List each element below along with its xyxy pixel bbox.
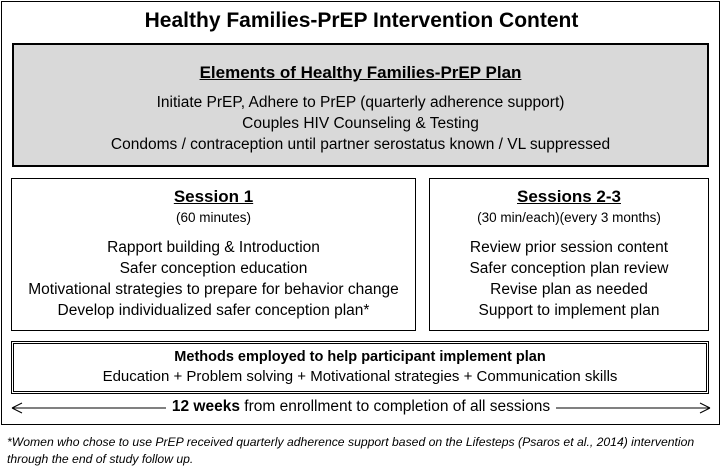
sessions-2-3-item: Support to implement plan [478,302,660,319]
plan-line: Initiate PrEP, Adhere to PrEP (quarterly adherence support) [156,94,565,111]
footnote: *Women who chose to use PrEP received quarterly adherence support based on the Lifesteps (Psaros et al., 2014) intervention through the end of study follow up. [7,435,695,466]
sessions-2-3-duration: (30 min/each)(every 3 months) [477,210,661,225]
plan-line: Condoms / contraception until partner serostatus known / VL suppressed [110,136,611,153]
timeline-text: from enrollment to completion of all sessions [239,398,551,415]
timeline-label [10,398,712,416]
session-1-item: Safer conception education [119,260,308,277]
methods-box [11,341,709,394]
session-1-item: Develop individualized safer conception plan* [57,302,370,319]
sessions-2-3-item: Review prior session content [469,239,669,256]
session-1-item: Motivational strategies to prepare for behavior change [28,281,399,298]
session-1-duration: (60 minutes) [175,210,252,225]
sessions-2-3-heading: Sessions 2-3 [517,187,621,206]
figure-title: Healthy Families-PrEP Intervention Content [144,9,579,32]
sessions-2-3-box [429,178,709,331]
session-1-box [11,178,416,331]
session-1-item: Rapport building & Introduction [107,239,320,256]
sessions-2-3-item: Revise plan as needed [490,281,648,298]
methods-heading: Methods employed to help participant implement plan [174,349,546,365]
timeline [10,396,712,420]
session-1-heading: Session 1 [173,187,254,206]
plan-elements-box [12,43,709,167]
sessions-2-3-item: Safer conception plan review [469,260,669,277]
plan-line: Couples HIV Counseling & Testing [242,115,479,132]
timeline-duration: 12 weeks [171,398,240,415]
methods-text: Education + Problem solving + Motivational strategies + Communication skills [102,368,618,385]
plan-heading: Elements of Healthy Families-PrEP Plan [199,63,522,82]
